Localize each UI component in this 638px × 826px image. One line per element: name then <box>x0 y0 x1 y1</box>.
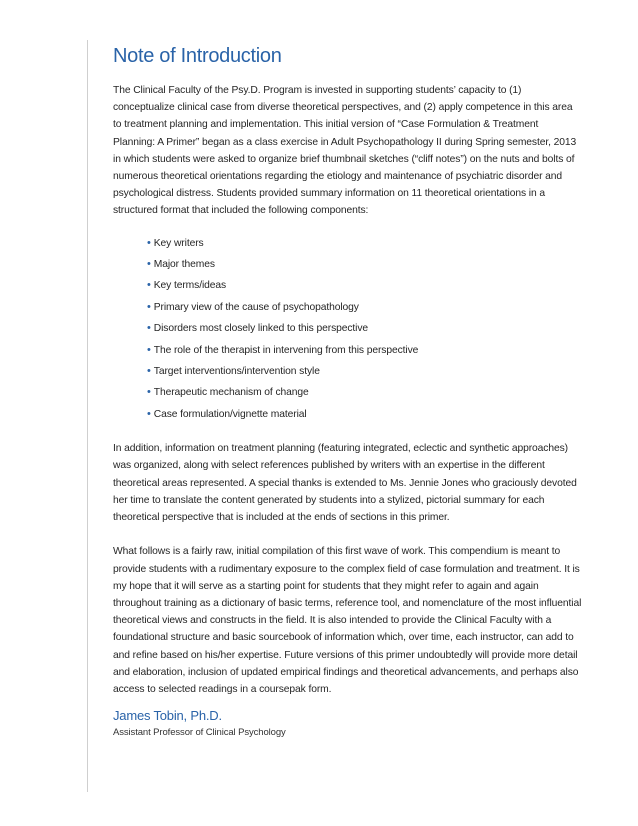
page-title: Note of Introduction <box>113 45 282 67</box>
bullet-icon: • <box>147 300 151 313</box>
list-item-text: Key terms/ideas <box>153 280 227 292</box>
list-item-text: Major themes <box>153 259 215 271</box>
closing-paragraph: What follows is a fairly raw, initial compilation of this first wave of work. This compendium is meant to provide students with a rudimentary exposure to the complex field of case formulation and treatment. It is my hope that it will serve as a starting point for students that they might refer to again and again throughout training as a dictionary of basic terms, reference tool, and nomenclature of the most influential theoretical views and constructs in the field. It is also intended to provide the Clinical Faculty with a foundational structure and basic sourcebook of information which, over time, each instructor, can add to and refine based on his/her expertise. Future versions of this primer undoubtedly will provide more detail and elaboration, inclusion of updated empirical findings and theoretical advancements, and perhaps also access to selected readings in a coursepak form. <box>113 546 582 695</box>
document-body <box>113 43 583 739</box>
list-item <box>147 382 583 403</box>
author-title: Assistant Professor of Clinical Psychology <box>113 727 286 739</box>
bullet-icon: • <box>147 365 151 378</box>
bullet-icon: • <box>147 236 151 249</box>
list-item-text: The role of the therapist in intervening from this perspective <box>153 344 419 356</box>
list-item-text: Disorders most closely linked to this perspective <box>153 323 369 335</box>
list-item-text: Primary view of the cause of psychopathology <box>153 301 359 313</box>
bullet-icon: • <box>147 386 151 399</box>
bullet-icon: • <box>147 407 151 420</box>
list-item <box>147 233 583 254</box>
list-item-text: Target interventions/intervention style <box>153 366 320 378</box>
bullet-icon: • <box>147 322 151 335</box>
list-item <box>147 275 583 296</box>
list-item-text: Case formulation/vignette material <box>153 408 307 420</box>
bullet-icon: • <box>147 258 151 271</box>
list-item <box>147 254 583 275</box>
margin-rule <box>87 40 88 792</box>
author-name: James Tobin, Ph.D. <box>113 708 222 724</box>
list-item-text: Key writers <box>153 237 204 249</box>
bullet-icon: • <box>147 343 151 356</box>
list-item <box>147 318 583 339</box>
intro-paragraph: The Clinical Faculty of the Psy.D. Program is invested in supporting students’ capacity to (1) conceptualize clinical case from diverse theoretical perspectives, and (2) apply competence in this area to treatment planning and implementation. This initial version of “Case Formulation & Treatment Planning: A Primer” began as a class exercise in Adult Psychopathology II during Spring semester, 2013 in which students were asked to organize brief thumbnail sketches (“cliff notes”) on the nuts and bolts of numerous theoretical orientations regarding the etiology and maintenance of psychiatric disorder and psychological distress. Students provided summary information on 11 theoretical orientations in a structured format that included the following components: <box>113 85 577 217</box>
list-item <box>147 361 583 382</box>
bullet-icon: • <box>147 279 151 292</box>
list-item <box>147 340 583 361</box>
list-item-text: Therapeutic mechanism of change <box>153 387 309 399</box>
list-item <box>147 297 583 318</box>
list-item <box>147 404 583 425</box>
components-list <box>113 233 583 426</box>
addition-paragraph: In addition, information on treatment planning (featuring integrated, eclectic and synthetic approaches) was organized, along with select references published by writers with an expertise in the different theoretical areas represented. A special thanks is extended to Ms. Jennie Jones who graciously devoted her time to translate the content generated by students into a stylized, pictorial summary for each theoretical perspective that is included at the ends of sections in this primer. <box>113 443 577 524</box>
